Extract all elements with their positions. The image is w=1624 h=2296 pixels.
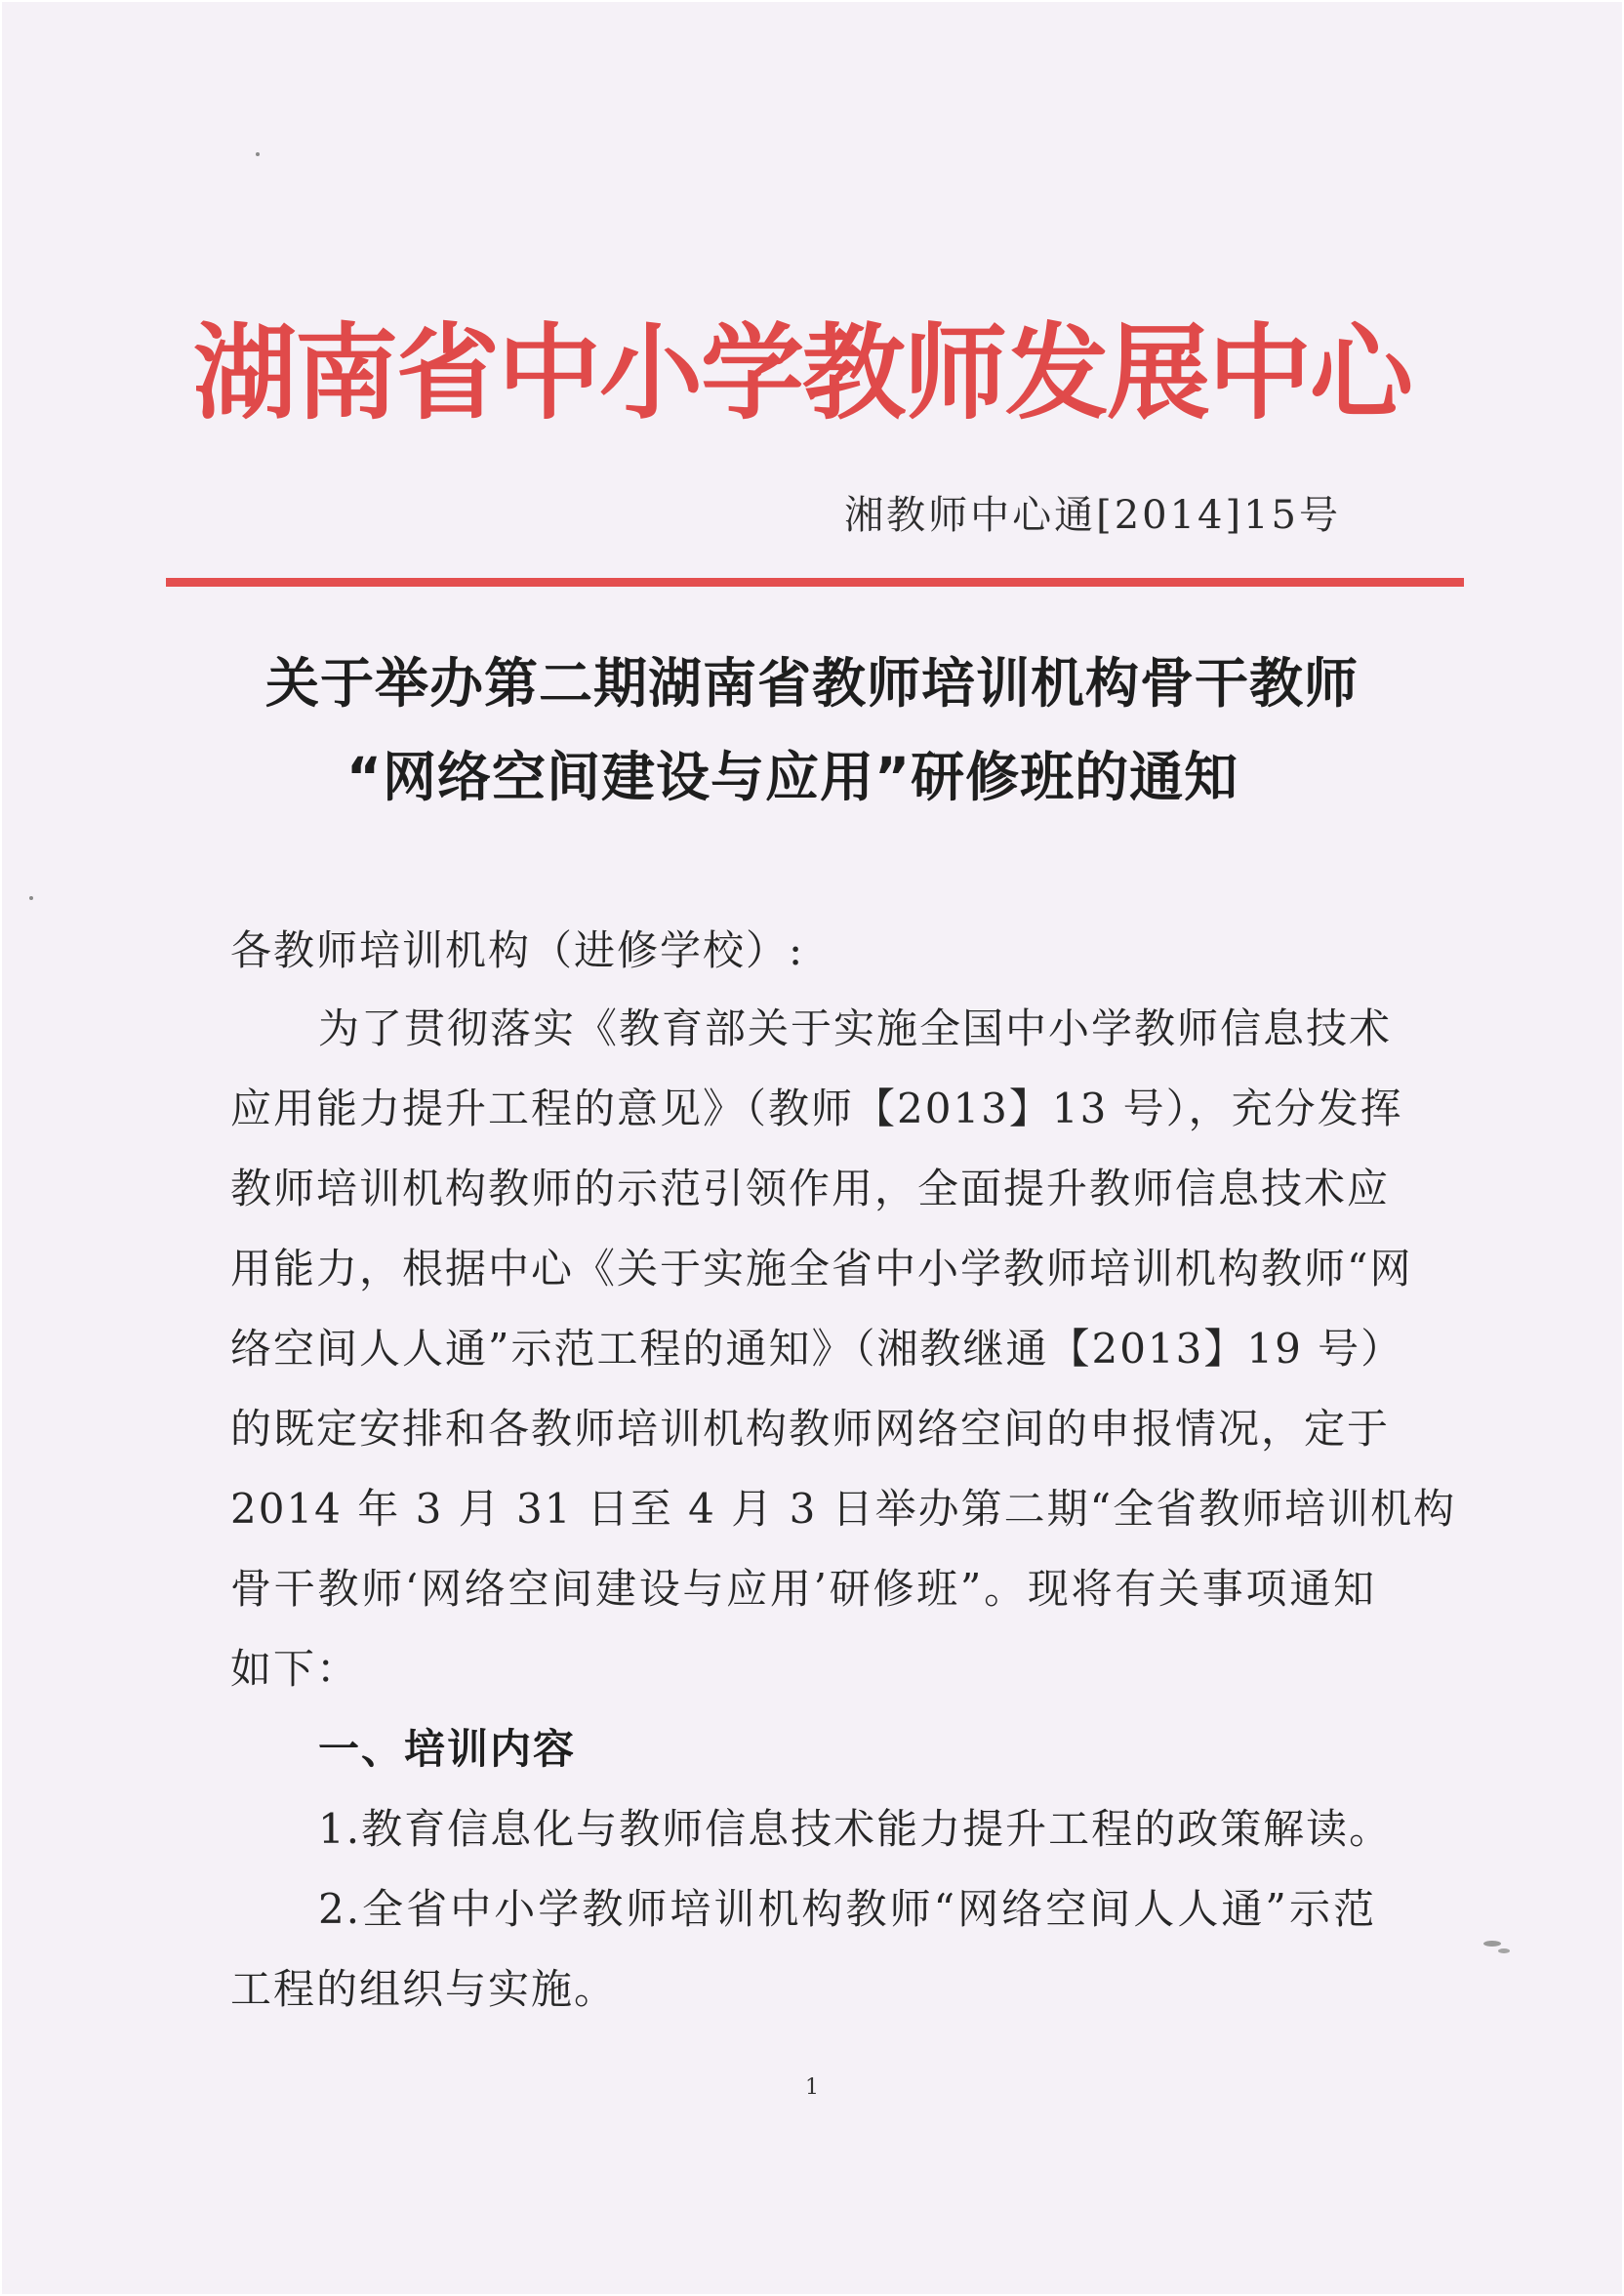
red-divider-line [166, 578, 1464, 587]
list-item: 1.教育信息化与教师信息技术能力提升工程的政策解读。 [318, 1805, 1393, 1853]
section-heading-training-content: 一、培训内容 [318, 1725, 577, 1773]
notice-title-line-2: “网络空间建设与应用”研修班的通知 [345, 746, 1239, 808]
scan-speck [256, 152, 260, 156]
paragraph-line: 的既定安排和各教师培训机构教师网络空间的申报情况，定于 [230, 1405, 1391, 1453]
list-item-continuation: 工程的组织与实施。 [230, 1965, 618, 2013]
paragraph-line: 教师培训机构教师的示范引领作用，全面提升教师信息技术应 [230, 1165, 1391, 1212]
paragraph-line: 为了贯彻落实《教育部关于实施全国中小学教师信息技术 [318, 1004, 1393, 1052]
salutation: 各教师培训机构（进修学校）: [230, 926, 805, 974]
scan-smudge [1498, 1948, 1510, 1953]
paragraph-line: 如下： [230, 1645, 360, 1693]
org-letterhead-title: 湖南省中小学教师发展中心 [193, 313, 1411, 433]
paragraph-line: 2014 年 3 月 31 日至 4 月 3 日举办第二期“全省教师培训机构 [230, 1485, 1457, 1533]
page-number: 1 [805, 2075, 819, 2100]
document-number: 湘教师中心通[2014]15号 [844, 493, 1341, 538]
list-item: 2.全省中小学教师培训机构教师“网络空间人人通”示范 [318, 1885, 1376, 1933]
notice-title-line-1: 关于举办第二期湖南省教师培训机构骨干教师 [264, 652, 1359, 715]
scan-smudge [1483, 1941, 1501, 1947]
paragraph-line: 骨干教师‘网络空间建设与应用’研修班”。现将有关事项通知 [230, 1565, 1376, 1613]
paragraph-line: 络空间人人通”示范工程的通知》（湘教继通【2013】19 号） [230, 1325, 1404, 1373]
paragraph-line: 用能力，根据中心《关于实施全省中小学教师培训机构教师“网 [230, 1245, 1413, 1292]
paragraph-line: 应用能力提升工程的意见》（教师【2013】13 号），充分发挥 [230, 1085, 1403, 1132]
scan-speck [29, 896, 33, 900]
